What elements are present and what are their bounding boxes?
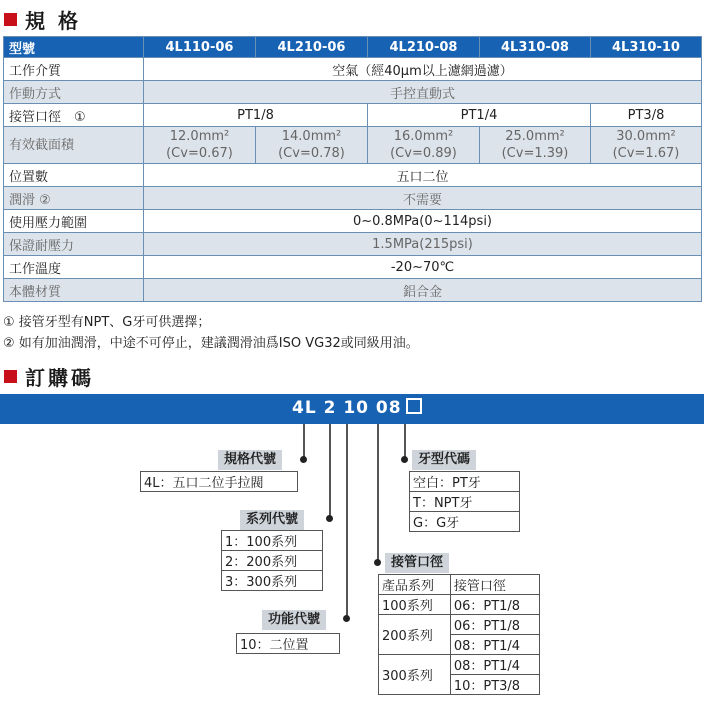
row-label: 本體材質 [4, 279, 144, 302]
table-row [4, 81, 702, 104]
area-value: 12.0mm² [169, 129, 230, 144]
area-cell [368, 127, 480, 164]
row-value: 鋁合金 [144, 279, 702, 302]
list-item: 1：100系列 [222, 531, 323, 551]
table-row [4, 104, 702, 127]
row-value: 不需要 [144, 187, 702, 210]
function-code-caption: 功能代號 [262, 610, 326, 630]
spec-section-title: 規 格 [4, 6, 81, 32]
list-item: 2：200系列 [222, 551, 323, 571]
row-label: 使用壓力範圍 [4, 210, 144, 233]
footnote-1: ① 接管牙型有NPT、G牙可供選擇； [3, 315, 211, 330]
row-value: 0~0.8MPa(0~114psi) [144, 210, 702, 233]
row-value: PT3/8 [591, 104, 702, 127]
row-label: 位置數 [4, 164, 144, 187]
footnote-2: ② 如有加油潤滑，中途不可停止，建議潤滑油爲ISO VG32或同級用油。 [3, 336, 419, 351]
table-row: 08：PT1/4 [379, 635, 540, 655]
header-cell: 4L310-10 [591, 37, 702, 58]
row-value: 空氣（經40μm以上濾網過濾） [144, 58, 702, 81]
table-row [4, 256, 702, 279]
area-value: 25.0mm² [505, 129, 565, 144]
list-item: G：G牙 [410, 512, 520, 532]
table-row [4, 233, 702, 256]
series-code-caption: 系列代號 [240, 510, 304, 530]
header-model: 型號 [4, 37, 144, 58]
row-value: 1.5MPa(215psi) [144, 233, 702, 256]
list-item: 3：300系列 [222, 571, 323, 591]
list-item: 4L：五口二位手拉閥 [141, 472, 298, 492]
thread-code-table [409, 471, 520, 532]
cv-value: (Cv=0.67) [166, 146, 233, 161]
cv-value: (Cv=0.78) [278, 146, 345, 161]
table-row: 10：PT3/8 [379, 675, 540, 695]
list-item: 空白：PT牙 [410, 472, 520, 492]
function-code-table [236, 633, 340, 654]
row-value: -20~70℃ [144, 256, 702, 279]
connector-line [404, 424, 406, 460]
row-label: 有效截面積 [4, 127, 144, 164]
table-row: 300系列 08：PT1/4 [379, 655, 540, 675]
connector-dot [300, 456, 307, 463]
row-label: 保證耐壓力 [4, 233, 144, 256]
connector-dot [374, 559, 381, 566]
bullet-square-icon [4, 13, 17, 26]
area-cell [480, 127, 591, 164]
table-header-row [4, 37, 702, 58]
area-cell [591, 127, 702, 164]
row-value: 手控直動式 [144, 81, 702, 104]
table-row [4, 164, 702, 187]
area-value: 30.0mm² [616, 129, 676, 144]
connector-line [303, 424, 305, 460]
table-row [4, 210, 702, 233]
area-cell [144, 127, 256, 164]
row-label: 作動方式 [4, 81, 144, 104]
area-value: 16.0mm² [393, 129, 454, 144]
row-value: 五口二位 [144, 164, 702, 187]
connector-line [377, 424, 379, 562]
table-row [4, 58, 702, 81]
table-row: 100系列 06：PT1/8 [379, 595, 540, 615]
order-code-band [0, 394, 704, 424]
row-value: PT1/8 [144, 104, 368, 127]
header-cell: 4L210-06 [256, 37, 368, 58]
connector-dot [326, 515, 333, 522]
table-row [4, 187, 702, 210]
bullet-square-icon [4, 370, 17, 383]
row-label: 工作介質 [4, 58, 144, 81]
thread-code-caption: 牙型代碼 [412, 450, 476, 470]
spec-code-caption: 規格代號 [218, 450, 282, 470]
row-label: 接管口徑 ① [4, 104, 144, 127]
area-value: 14.0mm² [281, 129, 342, 144]
table-header-row: 產品系列 接管口徑 [379, 575, 540, 595]
connector-dot [401, 456, 408, 463]
placeholder-box-icon [406, 398, 422, 414]
spec-table [3, 36, 702, 302]
footnotes [3, 312, 419, 354]
order-section-title: 訂購碼 [4, 363, 94, 389]
spec-code-table [140, 471, 298, 492]
table-row [4, 127, 702, 164]
series-code-table [221, 530, 323, 591]
table-row: 200系列 06：PT1/8 [379, 615, 540, 635]
connector-line [346, 424, 348, 618]
port-size-table [378, 574, 540, 695]
header-cell: 4L310-08 [480, 37, 591, 58]
header-cell: 4L210-08 [368, 37, 480, 58]
header-cell: 4L110-06 [144, 37, 256, 58]
row-value: PT1/4 [368, 104, 591, 127]
table-row [4, 279, 702, 302]
list-item: 10：二位置 [237, 634, 340, 654]
list-item: T：NPT牙 [410, 492, 520, 512]
cv-value: (Cv=0.89) [390, 146, 457, 161]
connector-dot [343, 615, 350, 622]
cv-value: (Cv=1.39) [501, 146, 569, 161]
connector-line [329, 424, 331, 518]
row-label: 潤滑 ② [4, 187, 144, 210]
area-cell [256, 127, 368, 164]
port-size-caption: 接管口徑 [385, 553, 449, 573]
row-label: 工作溫度 [4, 256, 144, 279]
order-code: 4L 2 10 08 [292, 398, 422, 418]
cv-value: (Cv=1.67) [612, 146, 680, 161]
